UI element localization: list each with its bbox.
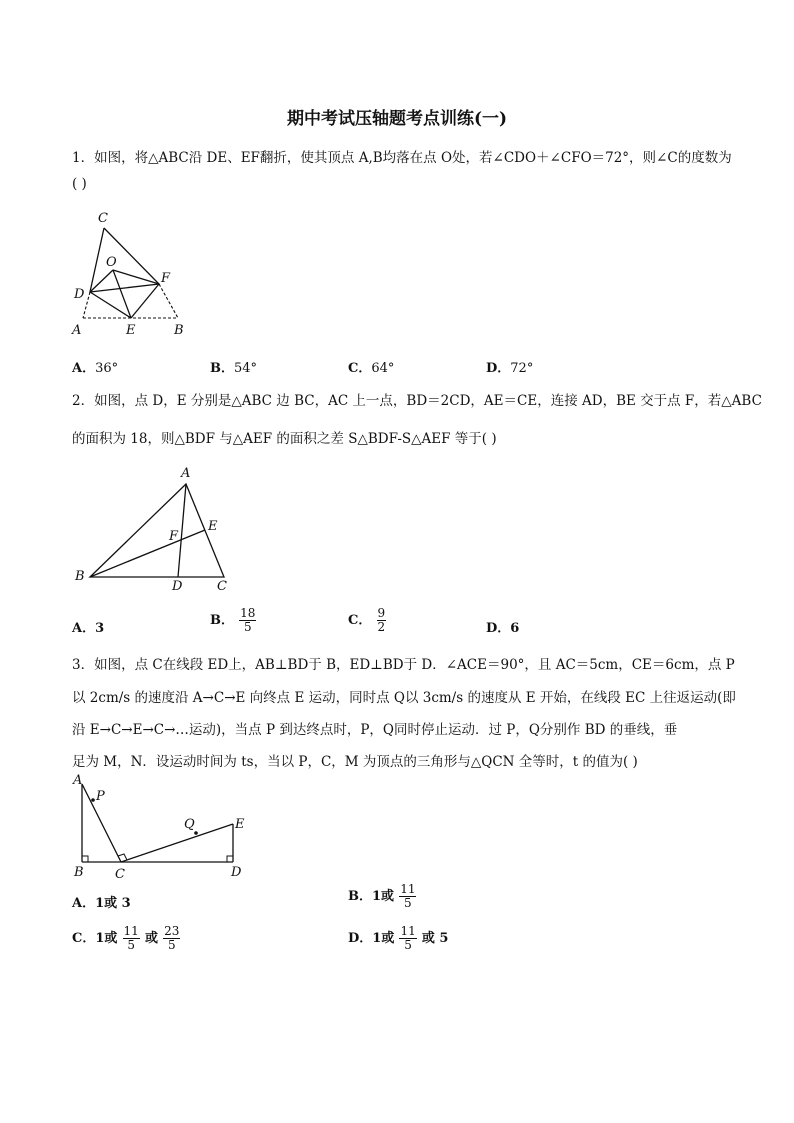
q1-label-b: B — [174, 323, 184, 338]
q1-label-c: C — [98, 211, 108, 226]
q3-option-c: C．1或 $\frac{11}{5}$ 或 $\frac{23}{5}$ — [72, 924, 180, 952]
q3-label-b: B — [74, 865, 84, 880]
q2-figure — [70, 462, 240, 596]
q2-option-b: B． $\frac{18}{5}$ — [210, 606, 256, 634]
q1-option-c: C．64° — [348, 361, 395, 376]
q3-option-d: D．1或 $\frac{11}{5}$ 或 5 — [348, 924, 449, 952]
q1-label-d: D — [74, 287, 85, 302]
q2-label-a: A — [181, 466, 191, 481]
q2-option-a: A．3 — [72, 621, 105, 636]
q1-option-b: B．54° — [210, 361, 258, 376]
q1-line1: 1．如图，将△ABC沿 DE、EF翻折，使其顶点 A,B均落在点 O处，若∠CDO＋∠CFO＝72°，则∠C的度数为 — [72, 150, 732, 166]
q1-line2: ( ) — [72, 176, 87, 192]
q3-label-p: P — [96, 789, 105, 804]
page-title: 期中考试压轴题考点训练(一) — [286, 109, 508, 129]
q2-option-c-fraction: $\frac{9}{2}$ — [377, 606, 386, 634]
q3-label-q: Q — [184, 817, 195, 832]
q1-figure — [68, 204, 198, 340]
q2-label-f: F — [169, 529, 179, 544]
q2-label-e: E — [208, 519, 218, 534]
q2-option-d: D．6 — [486, 621, 520, 636]
q3-label-a: A — [73, 773, 83, 788]
q3-option-c-fraction-1: $\frac{11}{5}$ — [123, 924, 139, 952]
q1-label-a: A — [72, 323, 82, 338]
q2-line1: 2．如图，点 D，E 分别是△ABC 边 BC，AC 上一点，BD＝2CD，AE＝CE，连接 AD，BE 交于点 F，若△ABC — [72, 393, 762, 409]
q1-option-d: D．72° — [486, 361, 534, 376]
q3-label-c: C — [115, 867, 125, 880]
q1-label-e: E — [126, 323, 136, 338]
q1-label-o: O — [106, 255, 117, 270]
q3-label-d: D — [231, 865, 242, 880]
q3-line1: 3．如图，点 C在线段 ED上，AB⊥BD于 B，ED⊥BD于 D．∠ACE＝90°，且 AC＝5cm，CE＝6cm，点 P — [72, 657, 735, 673]
q3-option-a: A．1或 3 — [72, 896, 131, 911]
q3-option-c-fraction-2: $\frac{23}{5}$ — [164, 924, 180, 952]
q3-option-d-fraction: $\frac{11}{5}$ — [400, 924, 416, 952]
q3-option-b: B．1或 $\frac{11}{5}$ — [348, 882, 416, 910]
q2-label-b: B — [75, 569, 85, 584]
q3-figure — [68, 770, 258, 880]
q2-option-c: C． $\frac{9}{2}$ — [348, 606, 386, 634]
q3-option-b-fraction: $\frac{11}{5}$ — [400, 882, 416, 910]
q2-label-c: C — [217, 579, 227, 594]
q3-line4: 足为 M，N．设运动时间为 ts，当以 P，C，M 为顶点的三角形与△QCN 全等时，t 的值为( ) — [72, 754, 638, 770]
q2-option-b-fraction: $\frac{18}{5}$ — [240, 606, 256, 634]
q1-label-f: F — [161, 271, 171, 286]
q2-label-d: D — [172, 579, 183, 594]
q3-label-e: E — [235, 817, 245, 832]
q1-option-a: A．36° — [72, 361, 119, 376]
q3-line2: 以 2cm/s 的速度沿 A→C→E 向终点 E 运动，同时点 Q以 3cm/s 的速度从 E 开始，在线段 EC 上往返运动(即 — [72, 690, 736, 706]
q3-line3: 沿 E→C→E→C→…运动)，当点 P 到达终点时，P，Q同时停止运动．过 P，Q分别作 BD 的垂线，垂 — [72, 722, 678, 738]
q2-line2: 的面积为 18，则△BDF 与△AEF 的面积之差 S△BDF-S△AEF 等于( ) — [72, 431, 497, 447]
